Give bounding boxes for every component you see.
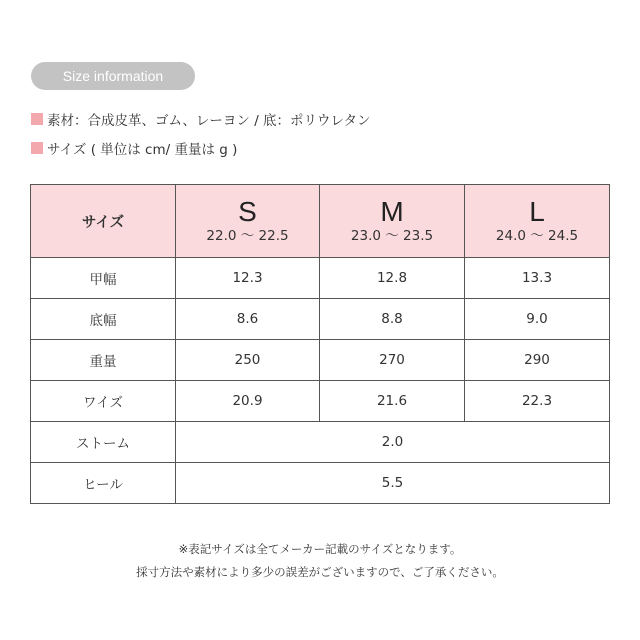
table-cell: 8.6	[176, 299, 320, 340]
table-cell: 13.3	[465, 258, 610, 299]
size-column-m	[320, 185, 465, 258]
table-row	[31, 463, 610, 504]
size-column-l	[465, 185, 610, 258]
table-cell: 270	[320, 340, 465, 381]
row-label: ヒール	[31, 463, 176, 504]
materials-line	[31, 109, 371, 129]
table-header-row	[31, 185, 610, 258]
size-name: L	[529, 196, 545, 227]
section-label: Size information	[31, 62, 195, 90]
units-line	[31, 138, 237, 158]
footnote: ※表記サイズは全てメーカー記載のサイズとなります。	[178, 542, 462, 556]
row-label: ストーム	[31, 422, 176, 463]
size-range: 23.0 ～ 23.5	[350, 228, 434, 244]
pink-square-icon	[31, 113, 43, 125]
table-cell: 8.8	[320, 299, 465, 340]
table-cell: 22.3	[465, 381, 610, 422]
units-text: サイズ ( 単位は cm/ 重量は g )	[47, 142, 238, 158]
table-cell: 12.8	[320, 258, 465, 299]
size-table	[30, 184, 610, 504]
row-label: 甲幅	[31, 258, 176, 299]
table-cell: 250	[176, 340, 320, 381]
merged-cell: 5.5	[176, 463, 610, 504]
size-range: 22.0 ～ 22.5	[206, 228, 289, 244]
table-cell: 21.6	[320, 381, 465, 422]
table-row	[31, 381, 610, 422]
size-column-s	[176, 185, 320, 258]
row-label: 底幅	[31, 299, 176, 340]
merged-cell: 2.0	[176, 422, 610, 463]
table-cell: 9.0	[465, 299, 610, 340]
footnote: 採寸方法や素材により多少の誤差がございますので、ご了承ください。	[136, 565, 504, 579]
header-label: サイズ	[31, 185, 176, 258]
table-row	[31, 258, 610, 299]
table-cell: 12.3	[176, 258, 320, 299]
size-range: 24.0 ～ 24.5	[495, 228, 579, 244]
pink-square-icon	[31, 142, 43, 154]
table-row	[31, 340, 610, 381]
table-cell: 290	[465, 340, 610, 381]
row-label: ワイズ	[31, 381, 176, 422]
size-name: M	[380, 196, 404, 227]
table-row	[31, 299, 610, 340]
table-cell: 20.9	[176, 381, 320, 422]
row-label: 重量	[31, 340, 176, 381]
materials-text: 素材：合成皮革、ゴム、レーヨン / 底：ポリウレタン	[47, 113, 371, 129]
table-row	[31, 422, 610, 463]
size-name: S	[238, 196, 257, 227]
